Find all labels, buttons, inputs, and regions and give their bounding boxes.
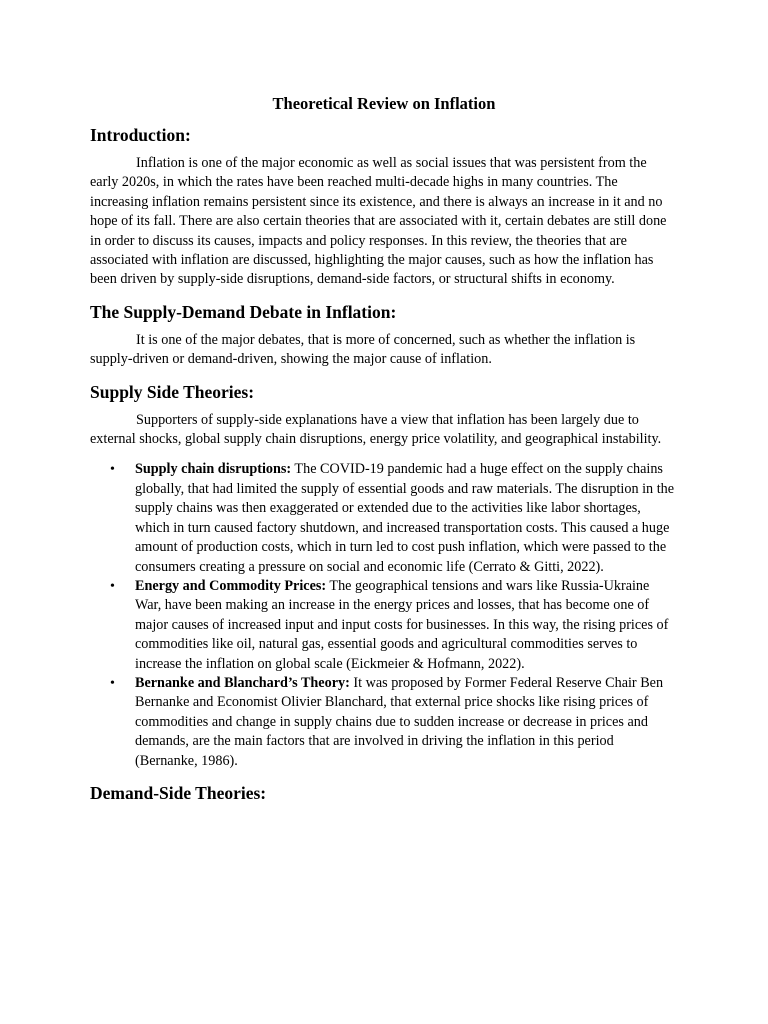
bullet-term: Supply chain disruptions:: [135, 461, 292, 478]
bullet-term: Energy and Commodity Prices:: [135, 577, 327, 594]
section-heading-demand-side-theories: Demand-Side Theories:: [90, 782, 267, 803]
section-heading-supply-demand-debate: The Supply-Demand Debate in Inflation:: [90, 301, 397, 322]
bullet-text: It was proposed by Former Federal Reserve Chair Ben Bernanke and Economist Olivier Blanchard, that external price shocks like rising prices of commodities and change in supply chains due to sudden increase or decrease in prices and demands, are the main factors that are involved in driving the inflation in this period (Bernanke, 1986).: [135, 674, 664, 769]
bullet-marker: •: [110, 462, 115, 478]
document-title: Theoretical Review on Inflation: [272, 94, 496, 113]
paragraph-supply-demand-debate: It is one of the major debates, that is more of concerned, such as whether the inflation is supply-driven or demand-driven, showing the major cause of inflation.: [90, 331, 636, 368]
bullet-marker: •: [110, 578, 115, 594]
list-item: [90, 674, 678, 771]
paragraph-introduction: Inflation is one of the major economic as well as social issues that was persistent from the early 2020s, in which the rates have been reached multi-decade highs in many countries. The increasing inflation remains persistent since its existence, and there is always an increase in it and no hope of its fall. There are also certain theories that are associated with it, certain debates are still done in order to discuss its causes, impacts and policy responses. In this review, the theories that are associated with inflation are discussed, highlighting the major causes, such as how the inflation has been driven by supply-side disruptions, demand-side factors, or structural shifts in economy.: [90, 155, 667, 288]
bullet-term: Bernanke and Blanchard’s Theory:: [135, 674, 350, 691]
bullet-text: The COVID-19 pandemic had a huge effect on the supply chains globally, that had limited the supply of essential goods and raw materials. The disruption in the supply chains was then exaggerated or extended due to the activities like labor shortages, which in turn caused factory shutdown, and increased transportation costs. This caused a huge amount of production costs, which in turn led to cost push inflation, which were passed to the consumers creating a pressure on social and economic life (Cerrato & Gitti, 2022).: [135, 461, 675, 575]
section-heading-supply-side-theories: Supply Side Theories:: [90, 381, 255, 402]
section-heading-introduction: Introduction:: [90, 125, 191, 145]
paragraph-supply-side-theories: Supporters of supply-side explanations have a view that inflation has been largely due to external shocks, global supply chain disruptions, energy price volatility, and geographical instability.: [90, 411, 662, 448]
supply-side-bullet-list: [90, 460, 678, 771]
bullet-text: The geographical tensions and wars like Russia-Ukraine War, have been making an increase in the energy prices and losses, that has become one of major causes of increased input and input costs for businesses. In this way, the rising prices of commodities like oil, natural gas, essential goods and agricultural commodities serves to increase the inflation on global scale (Eickmeier & Hofmann, 2022).: [135, 577, 669, 672]
bullet-marker: •: [110, 675, 115, 691]
list-item: [90, 460, 678, 576]
list-item: [90, 577, 678, 674]
